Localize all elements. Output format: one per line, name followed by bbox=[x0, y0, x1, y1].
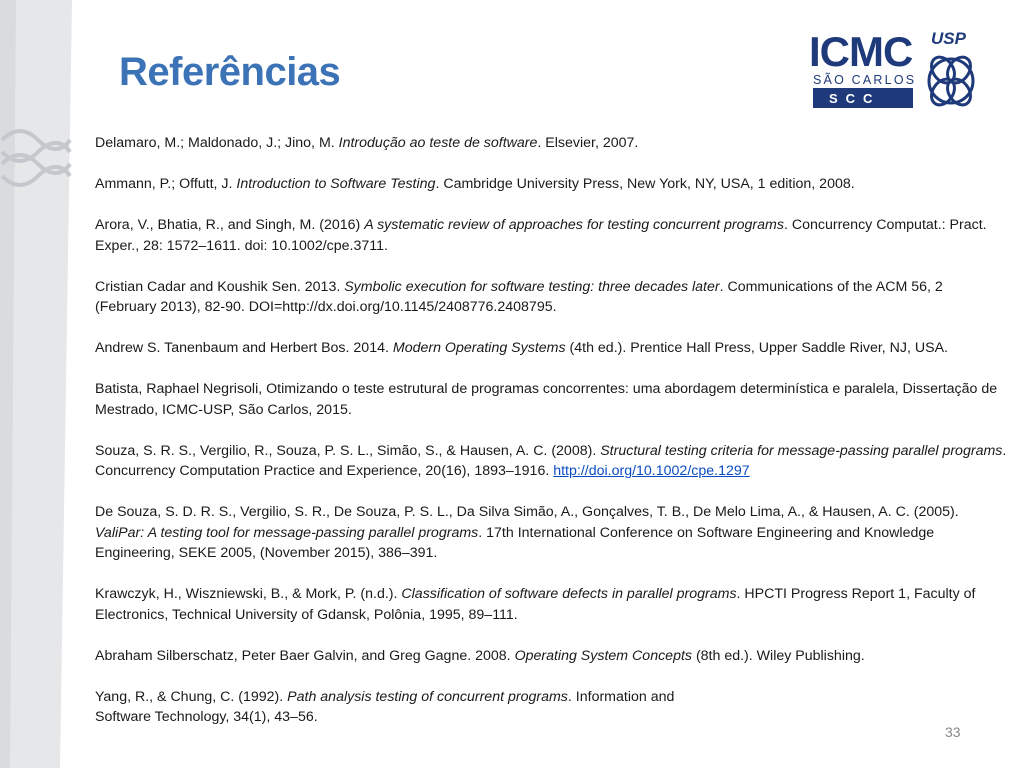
reference-details: . HPCTI Progress Report 1, Faculty of Electronics, Technical University of Gdansk, Polônia, 1995, 89–111. bbox=[95, 586, 976, 623]
reference-title: Introduction to Software Testing bbox=[236, 176, 436, 192]
usp-knot-icon bbox=[927, 53, 975, 109]
reference-item bbox=[95, 174, 1007, 195]
reference-title: Path analysis testing of concurrent programs bbox=[287, 688, 568, 705]
page-title: Referências bbox=[119, 50, 341, 94]
reference-details: . 17th International Conference on Software Engineering and Knowledge Engineering, SEKE 2005, (November 2015), 386–391. bbox=[95, 524, 935, 561]
reference-title: Structural testing criteria for message-passing parallel programs bbox=[600, 442, 1003, 459]
reference-details: (4th ed.). Prentice Hall Press, Upper Saddle River, NJ, USA. bbox=[565, 340, 949, 356]
icmc-logo bbox=[803, 24, 987, 114]
reference-item bbox=[95, 502, 1007, 564]
reference-title: A systematic review of approaches for testing concurrent programs bbox=[364, 217, 784, 233]
svg-text:ICMC: ICMC bbox=[809, 28, 913, 75]
reference-authors: Abraham Silberschatz, Peter Baer Galvin, and Greg Gagne. 2008. bbox=[95, 647, 515, 664]
reference-details: . Concurrency Computat.: Pract. Exper., 28: 1572–1611. doi: 10.1002/cpe.3711. bbox=[95, 217, 987, 254]
reference-title: Operating System Concepts bbox=[514, 647, 692, 664]
reference-authors: Delamaro, M.; Maldonado, J.; Jino, M. bbox=[95, 135, 339, 151]
reference-item bbox=[95, 215, 1007, 256]
reference-title: Introdução ao teste de software bbox=[338, 135, 538, 151]
reference-details: . Concurrency Computation Practice and Experience, 20(16), 1893–1916. bbox=[95, 442, 1007, 479]
reference-list bbox=[95, 133, 1007, 748]
reference-authors: De Souza, S. D. R. S., Vergilio, S. R., De Souza, P. S. L., Da Silva Simão, A., Gonçalves, T. B., De Melo Lima, A., & Hausen, A. C. (2005). bbox=[95, 504, 959, 520]
reference-authors: Batista, Raphael Negrisoli, Otimizando o teste estrutural de programas concorrentes: uma abordagem determinística e paralela, Dissertação de Mestrado, ICMC-USP, São Carlos, 2015. bbox=[95, 381, 998, 418]
reference-item bbox=[95, 584, 1007, 625]
reference-title: Modern Operating Systems bbox=[392, 340, 566, 356]
reference-details: (8th ed.). Wiley Publishing. bbox=[692, 647, 865, 664]
reference-title: ValiPar: A testing tool for message-passing parallel programs bbox=[95, 524, 479, 541]
reference-link[interactable]: http://doi.org/10.1002/cpe.1297 bbox=[553, 463, 750, 479]
sidebar-decoration bbox=[0, 0, 74, 768]
reference-title: Symbolic execution for software testing: three decades later bbox=[344, 278, 720, 295]
reference-details: . Communications of the ACM 56, 2 (February 2013), 82-90. DOI=http://dx.doi.org/10.1145/2408776.2408795. bbox=[95, 278, 943, 315]
reference-authors: Arora, V., Bhatia, R., and Singh, M. (2016) bbox=[95, 217, 365, 233]
reference-authors: Krawczyk, H., Wiszniewski, B., & Mork, P. (n.d.). bbox=[95, 586, 402, 602]
reference-item bbox=[95, 338, 1007, 359]
reference-authors: Cristian Cadar and Koushik Sen. 2013. bbox=[95, 278, 345, 295]
reference-details: . Information and Software Technology, 34(1), 43–56. bbox=[95, 688, 675, 725]
svg-text:SCC: SCC bbox=[829, 91, 881, 106]
reference-authors: Yang, R., & Chung, C. (1992). bbox=[95, 688, 288, 705]
reference-item bbox=[95, 441, 1007, 482]
reference-item bbox=[95, 687, 705, 728]
reference-authors: Souza, S. R. S., Vergilio, R., Souza, P. S. L., Simão, S., & Hausen, A. C. (2008). bbox=[95, 442, 601, 459]
reference-title: Classification of software defects in parallel programs bbox=[401, 586, 737, 602]
reference-authors: Andrew S. Tanenbaum and Herbert Bos. 2014. bbox=[95, 340, 393, 356]
reference-item bbox=[95, 277, 1007, 318]
reference-authors: Ammann, P.; Offutt, J. bbox=[95, 176, 237, 192]
reference-item bbox=[95, 379, 1007, 420]
icmc-logo-text bbox=[809, 28, 916, 87]
reference-item bbox=[95, 646, 1007, 667]
reference-details: . Elsevier, 2007. bbox=[537, 135, 639, 151]
page-number: 33 bbox=[945, 724, 961, 740]
reference-item bbox=[95, 133, 1007, 154]
svg-text:SÃO CARLOS: SÃO CARLOS bbox=[813, 73, 917, 87]
svg-text:USP: USP bbox=[931, 29, 966, 48]
reference-details: . Cambridge University Press, New York, NY, USA, 1 edition, 2008. bbox=[435, 176, 855, 192]
